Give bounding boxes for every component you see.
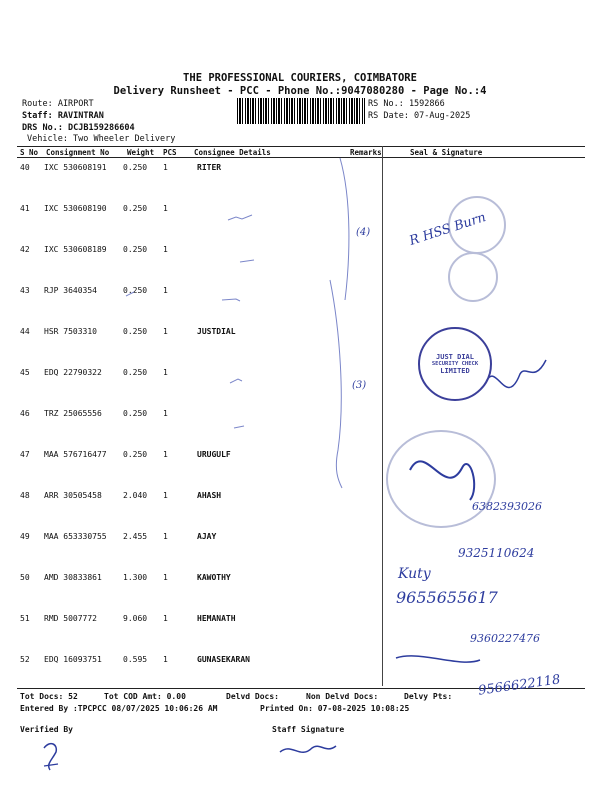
remark-41: (4)	[356, 227, 371, 238]
row-consignment: IXC 530608189	[44, 245, 107, 254]
col-sno: S No	[20, 148, 39, 157]
col-consignee: Consignee Details	[194, 148, 271, 157]
row-consignment: AMD 30833861	[44, 573, 102, 582]
row-consignment: RJP 3640354	[44, 286, 97, 295]
rs-number: RS No.: 1592866	[368, 99, 445, 109]
stamp-text-bottom: LIMITED	[440, 367, 470, 375]
phone-row-51: 9360227476	[470, 632, 540, 645]
row-consignee: AHASH	[197, 491, 222, 500]
row-sno: 42	[20, 245, 30, 254]
row-weight: 0.250	[123, 368, 148, 377]
row-consignee: HEMANATH	[197, 614, 236, 623]
row-pcs: 1	[163, 573, 168, 582]
row-pcs: 1	[163, 204, 168, 213]
company-name: THE PROFESSIONAL COURIERS, COIMBATORE	[183, 72, 417, 84]
total-cod-amount: Tot COD Amt: 0.00	[104, 692, 186, 701]
signature-row-41: R HSS Burn	[407, 210, 488, 249]
phone-row-50: 9655655617	[396, 588, 498, 607]
phone-row-52: 9566622118	[477, 672, 562, 699]
phone-row-49: 9325110624	[458, 546, 535, 560]
row-weight: 9.060	[123, 614, 148, 623]
row-consignee: KAWOTHY	[197, 573, 231, 582]
row-consignee: AJAY	[197, 532, 217, 541]
drs-number: DRS No.: DCJB159286604	[22, 123, 135, 133]
col-pcs: PCS	[163, 148, 177, 157]
row-weight: 0.595	[123, 655, 148, 664]
row-consignment: RMD 5007772	[44, 614, 97, 623]
row-sno: 46	[20, 409, 30, 418]
row-consignment: IXC 530608190	[44, 204, 107, 213]
row-consignee: RITER	[197, 163, 222, 172]
row-sno: 49	[20, 532, 30, 541]
row-pcs: 1	[163, 368, 168, 377]
row-weight: 0.250	[123, 163, 148, 172]
entered-by: Entered By :TPCPCC 08/07/2025 10:06:26 AM	[20, 704, 218, 713]
col-remarks: Remarks	[350, 148, 382, 157]
row-sno: 47	[20, 450, 30, 459]
row-weight: 0.250	[123, 204, 148, 213]
row-weight: 0.250	[123, 286, 148, 295]
col-consignment: Consignment No	[46, 148, 110, 157]
row-consignment: IXC 530608191	[44, 163, 107, 172]
row-pcs: 1	[163, 327, 168, 336]
row-sno: 43	[20, 286, 30, 295]
row-pcs: 1	[163, 286, 168, 295]
name-row-50: Kuty	[398, 566, 431, 582]
row-pcs: 1	[163, 163, 168, 172]
total-docs: Tot Docs: 52	[20, 692, 78, 701]
stamp-text-mid: SECURITY CHECK	[431, 361, 479, 367]
row-weight: 1.300	[123, 573, 148, 582]
faint-round-stamp	[386, 430, 496, 528]
row-consignee: GUNASEKARAN	[197, 655, 250, 664]
phone-row-48: 6382393026	[472, 500, 542, 513]
justdial-stamp	[418, 327, 492, 401]
row-consignment: MAA 576716477	[44, 450, 107, 459]
row-consignment: EDQ 22790322	[44, 368, 102, 377]
verified-by-label: Verified By	[20, 725, 73, 734]
row-consignment: EDQ 16093751	[44, 655, 102, 664]
row-consignment: TRZ 25065556	[44, 409, 102, 418]
row-sno: 52	[20, 655, 30, 664]
row-sno: 44	[20, 327, 30, 336]
row-sno: 48	[20, 491, 30, 500]
row-consignee: URUGULF	[197, 450, 231, 459]
row-pcs: 1	[163, 614, 168, 623]
row-consignment: ARR 30505458	[44, 491, 102, 500]
vehicle-label: Vehicle: Two Wheeler Delivery	[27, 134, 176, 144]
runsheet-title: Delivery Runsheet - PCC - Phone No.:9047080280 - Page No.:4	[113, 85, 487, 97]
row-sno: 45	[20, 368, 30, 377]
stamp-text-top: JUST DIAL	[436, 353, 474, 361]
row-pcs: 1	[163, 450, 168, 459]
non-delivered-docs: Non Delvd Docs:	[306, 692, 379, 701]
printed-on: Printed On: 07-08-2025 10:08:25	[260, 704, 410, 713]
route-label: Route: AIRPORT	[22, 99, 94, 109]
col-seal-signature: Seal & Signature	[410, 148, 483, 157]
delivered-docs: Delvd Docs:	[226, 692, 279, 701]
row-weight: 0.250	[123, 450, 148, 459]
row-weight: 0.250	[123, 245, 148, 254]
row-pcs: 1	[163, 532, 168, 541]
row-pcs: 1	[163, 245, 168, 254]
row-pcs: 1	[163, 409, 168, 418]
row-consignment: MAA 653330755	[44, 532, 107, 541]
row-pcs: 1	[163, 491, 168, 500]
faint-seal-stamp-2	[448, 252, 498, 302]
row-sno: 51	[20, 614, 30, 623]
rs-date: RS Date: 07-Aug-2025	[368, 111, 471, 121]
row-sno: 50	[20, 573, 30, 582]
row-consignee: JUSTDIAL	[197, 327, 236, 336]
row-weight: 2.455	[123, 532, 148, 541]
row-consignment: HSR 7503310	[44, 327, 97, 336]
row-sno: 40	[20, 163, 30, 172]
row-sno: 41	[20, 204, 30, 213]
staff-signature-label: Staff Signature	[272, 725, 345, 734]
row-weight: 0.250	[123, 409, 148, 418]
staff-label: Staff: RAVINTRAN	[22, 111, 104, 121]
delivery-points: Delvy Pts:	[404, 692, 453, 701]
col-weight: Weight	[127, 148, 155, 157]
row-weight: 0.250	[123, 327, 148, 336]
row-weight: 2.040	[123, 491, 148, 500]
remark-45: (3)	[352, 380, 367, 391]
row-pcs: 1	[163, 655, 168, 664]
